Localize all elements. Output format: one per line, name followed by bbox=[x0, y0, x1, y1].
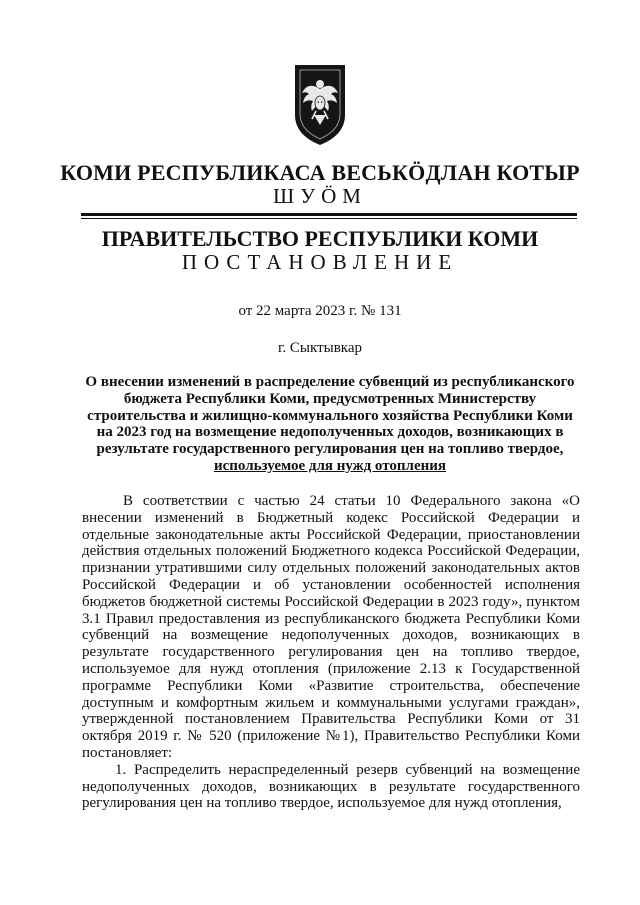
document-date-number: от 22 марта 2023 г. № 131 bbox=[238, 303, 402, 319]
government-title: ПРАВИТЕЛЬСТВО РЕСПУБЛИКИ КОМИ bbox=[101, 226, 539, 251]
header-divider-thin bbox=[81, 218, 577, 219]
document-heading bbox=[80, 374, 580, 475]
heading-main-text: О внесении изменений в распределение субвенций из республиканского бюджета Республики Коми, предусмотренных Министерству строительства и жилищно-коммунального хозяйства Республики Коми на 2023 год на возмещение недополученных доходов, возникающих в результате государственного регулирования цен на топливо твердое, bbox=[85, 374, 575, 458]
header-divider-thick bbox=[81, 213, 577, 216]
coat-of-arms-emblem bbox=[292, 63, 348, 147]
document-body bbox=[82, 493, 580, 812]
document-type-komi: ШУӦМ bbox=[273, 184, 367, 208]
heading-underlined-text: используемое для нужд отопления bbox=[213, 457, 447, 474]
body-item-1: 1. Распределить нераспределенный резерв субвенций на возмещение недополученных доходов, возникающих в результате государственного регулирования цен на топливо твердое, используемое для нужд отопления, bbox=[82, 761, 580, 812]
body-paragraph-preamble: В соответствии с частью 24 статьи 10 Федерального закона «О внесении изменений в Бюджетный кодекс Российской Федерации и отдельные законодательные акты Российской Федерации, приостановлении действия отдельных положений Бюджетного кодекса Российской Федерации, признании утратившими силу отдельных положений законодательных актов Российской Федерации и об установлении особенностей исполнения бюджетов бюджетной системы Российской Федерации в 2023 году», пунктом 3.1 Правил предоставления из республиканского бюджета Республики Коми субвенций на возмещение недополученных доходов, возникающих в результате государственного регулирования цен на топливо твердое, используемое для нужд отопления (приложение 2.13 к Государственной программе Республики Коми «Развитие строительства, обеспечение доступным и комфортным жильем и коммунальными услугами граждан», утвержденной постановлением Правительства Республики Коми от 31 октября 2019 г. № 520 (приложение №1), Правительство Республики Коми постановляет: bbox=[82, 493, 580, 761]
document-city: г. Сыктывкар bbox=[277, 340, 363, 356]
document-type: ПОСТАНОВЛЕНИЕ bbox=[181, 250, 459, 274]
organization-name-komi: КОМИ РЕСПУБЛИКАСА ВЕСЬКӦДЛАН КОТЫР bbox=[60, 160, 580, 185]
